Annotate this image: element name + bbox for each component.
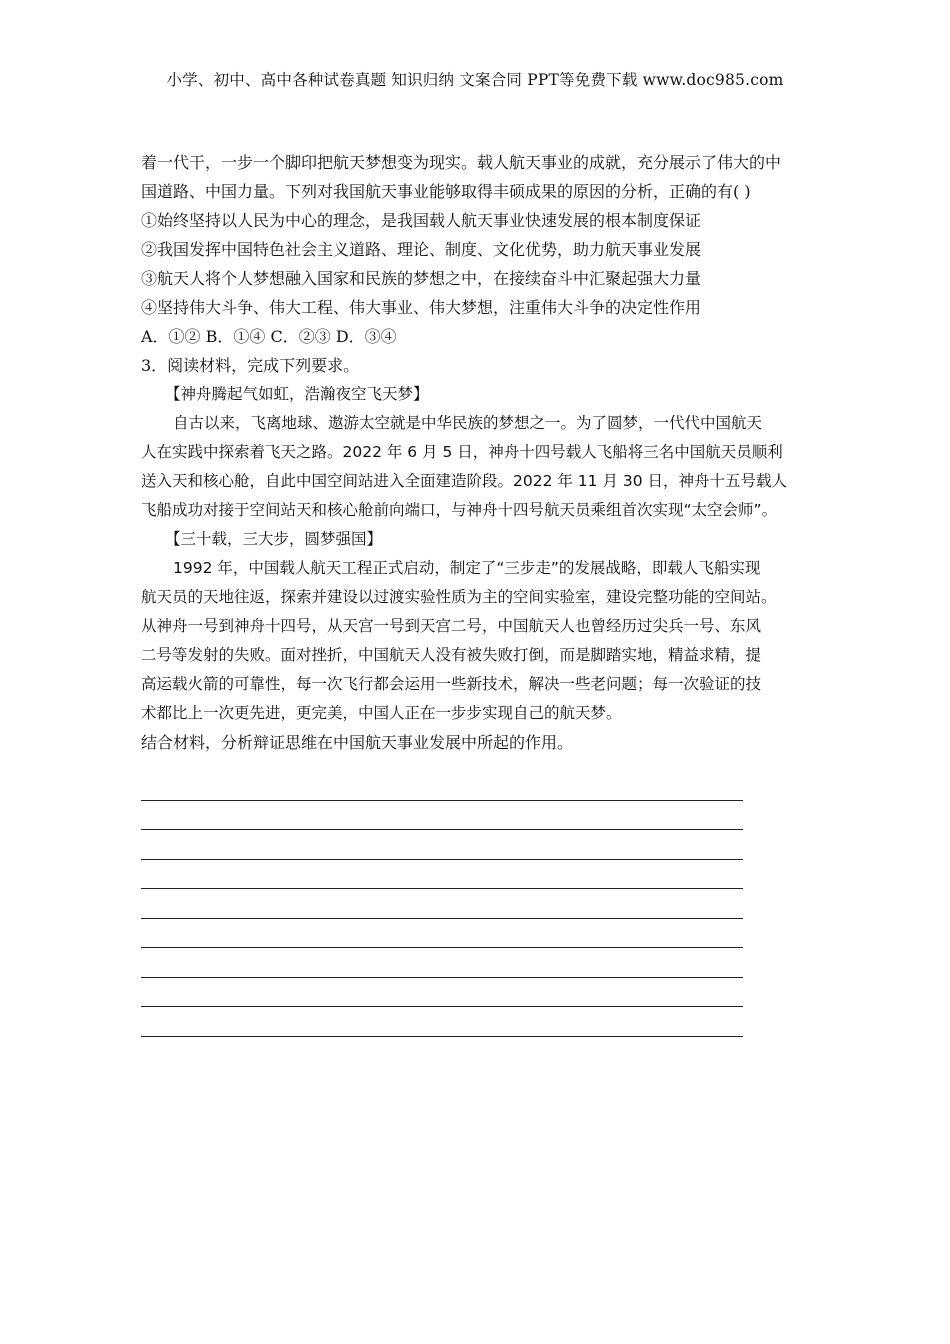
statement-3: ③航天人将个人梦想融入国家和民族的梦想之中，在接续奋斗中汇聚起强大力量 <box>141 269 702 288</box>
question-3-task: 结合材料，分析辩证思维在中国航天事业发展中所起的作用。 <box>141 733 574 752</box>
material-2-line: 从神舟一号到神舟十四号，从天宫一号到天宫二号，中国航天人也曾经历过尖兵一号、东风 <box>141 617 762 635</box>
answer-line[interactable] <box>141 948 743 978</box>
material-2-line: 1992 年，中国载人航天工程正式启动，制定了“三步走”的发展战略，即载人飞船实现 <box>173 559 761 577</box>
material-2-line: 高运载火箭的可靠性，每一次飞行都会运用一些新技术，解决一些老问题；每一次验证的技 <box>141 675 762 693</box>
page-header: 小学、初中、高中各种试卷真题 知识归纳 文案合同 PPT等免费下载 www.doc985.com <box>166 71 784 89</box>
material-1-line: 送入天和核心舱，自此中国空间站进入全面建造阶段。2022 年 11 月 30 日，神舟十五号载人 <box>141 472 788 490</box>
answer-line[interactable] <box>141 978 743 1008</box>
question-3 <box>141 351 813 1037</box>
answer-line[interactable] <box>141 801 743 831</box>
stem-line: 着一代干，一步一个脚印把航天梦想变为现实。载人航天事业的成就，充分展示了伟大的中 <box>141 153 782 172</box>
stem-line: 国道路、中国力量。下列对我国航天事业能够取得丰硕成果的原因的分析，正确的有( ) <box>141 182 751 201</box>
material-2-title: 【三十载，三大步，圆梦强国】 <box>165 530 383 548</box>
material-1-line: 飞船成功对接于空间站天和核心舱前向端口，与神舟十四号航天员乘组首次实现“太空会师”。 <box>141 501 778 519</box>
material-2-line: 二号等发射的失败。面对挫折，中国航天人没有被失败打倒，而是脚踏实地，精益求精，提 <box>141 646 762 664</box>
answer-line[interactable] <box>141 860 743 890</box>
statement-2: ②我国发挥中国特色社会主义道路、理论、制度、文化优势，助力航天事业发展 <box>141 240 702 259</box>
statement-1: ①始终坚持以人民为中心的理念，是我国载人航天事业快速发展的根本制度保证 <box>141 211 702 230</box>
material-1-title: 【神舟腾起气如虹，浩瀚夜空飞天梦】 <box>165 385 429 403</box>
statement-4: ④坚持伟大斗争、伟大工程、伟大事业、伟大梦想，注重伟大斗争的决定性作用 <box>141 298 702 317</box>
answer-line[interactable] <box>141 771 743 801</box>
answer-area[interactable] <box>141 771 813 1037</box>
question-2 <box>141 148 813 351</box>
material-2-line: 航天员的天地往返，探索并建设以过渡实验性质为主的空间实验室，建设完整功能的空间站。 <box>141 588 777 606</box>
answer-line[interactable] <box>141 1007 743 1037</box>
material-1-line: 人在实践中探索着飞天之路。2022 年 6 月 5 日，神舟十四号载人飞船将三名中国航天员顺利 <box>141 443 783 461</box>
question-3-intro: 3．阅读材料，完成下列要求。 <box>141 356 360 375</box>
material-2-line: 术都比上一次更先进，更完美，中国人正在一步步实现自己的航天梦。 <box>141 704 622 722</box>
answer-line[interactable] <box>141 919 743 949</box>
answer-options: A．①② B．①④ C．②③ D．③④ <box>141 327 397 346</box>
material-1-line: 自古以来，飞离地球、遨游太空就是中华民族的梦想之一。为了圆梦，一代代中国航天 <box>173 414 763 432</box>
answer-line[interactable] <box>141 830 743 860</box>
question-content <box>141 148 813 1037</box>
answer-line[interactable] <box>141 889 743 919</box>
